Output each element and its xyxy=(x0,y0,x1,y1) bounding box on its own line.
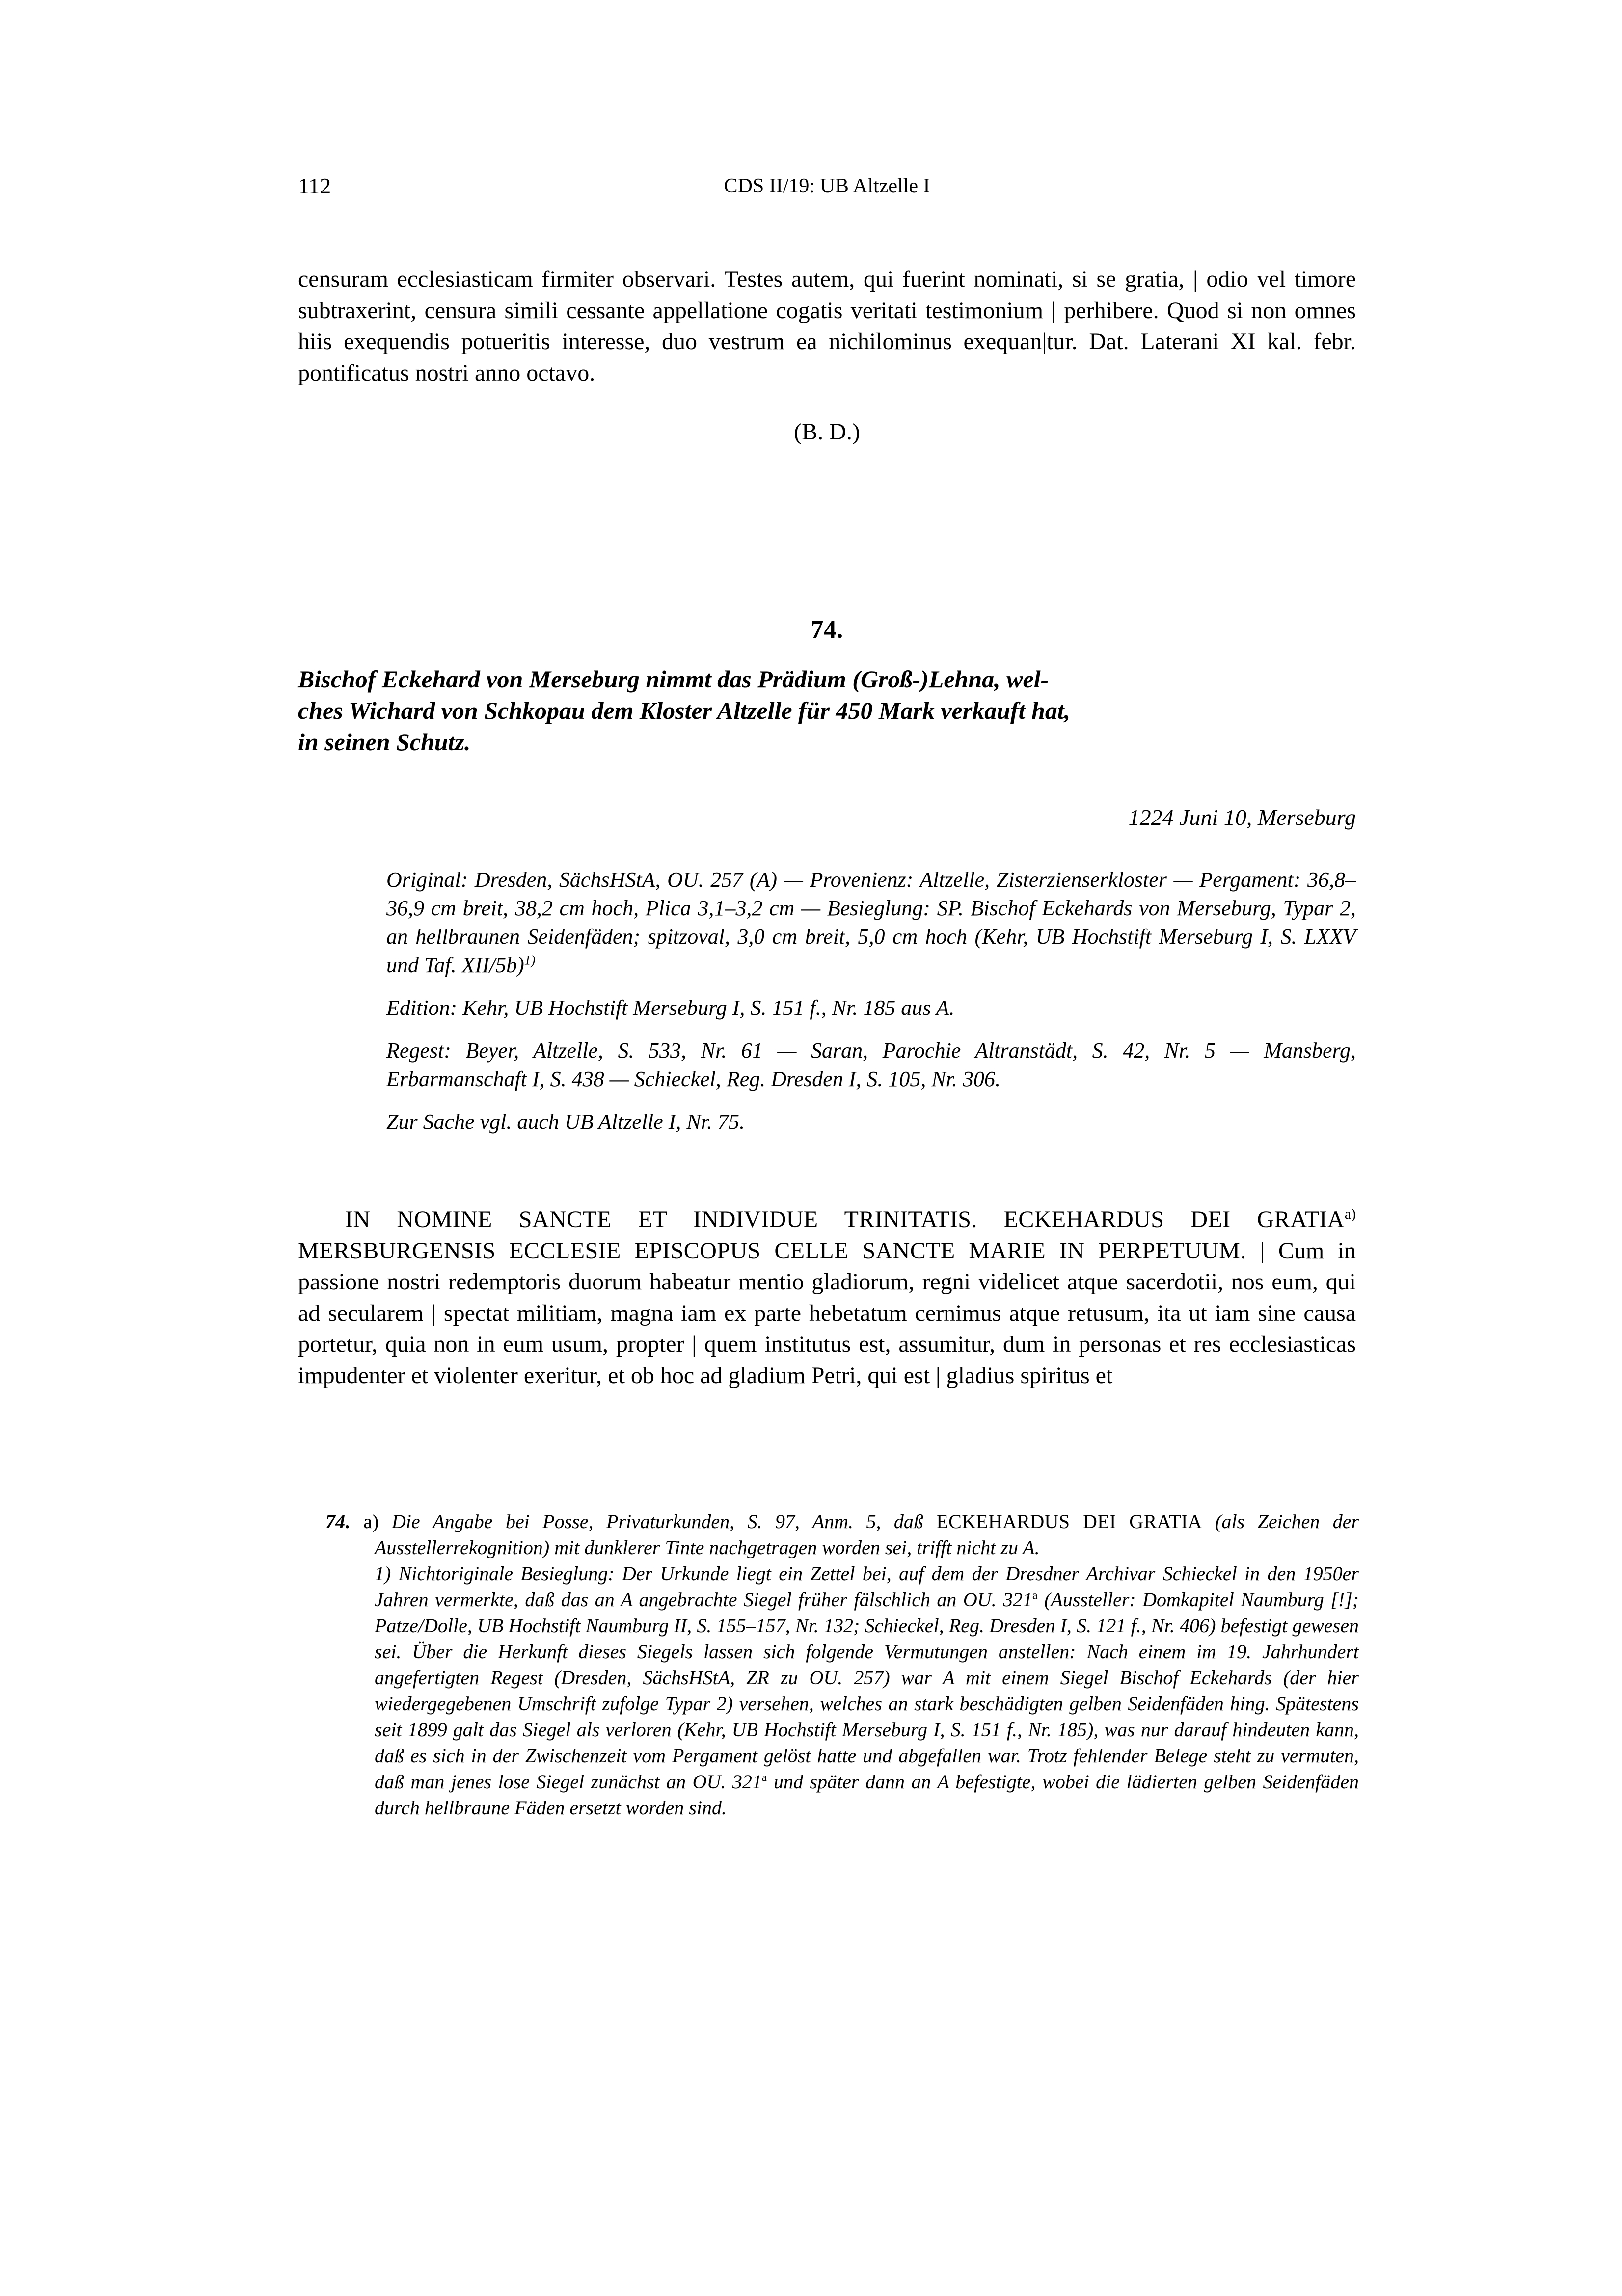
apparatus-cross-reference xyxy=(386,1108,1356,1136)
signature-text: (B. D.) xyxy=(794,419,860,445)
apparatus-regest xyxy=(386,1037,1356,1093)
footnote-1-superscript-b: a xyxy=(761,1771,767,1784)
edited-latin-body: Cum in passione nostri redemptoris duorum habeatur mentio gladiorum, regni videlicet atque sacerdotii, nos eum, qui ad secularem | spectat militiam, magna iam ex parte hebetatum cernimus atque retusum, ita ut iam sine causa portetur, quia non in eum usum, propter | quem institutus est, assumitur, dum in personas et res ecclesiasticas impudenter et violenter exeritur, et ob hoc ad gladium Petri, qui est | gladius spiritus et xyxy=(298,1237,1356,1389)
edited-latin-text xyxy=(298,1204,1356,1391)
footnote-block xyxy=(325,1508,1359,1821)
footnote-a-marker: a) xyxy=(363,1510,379,1532)
footnote-1-text-b: (Aussteller: Domkapitel Naumburg [!]; Patze/Dolle, UB Hochstift Naumburg II, S. 155–157, Nr. 132; Schieckel, Reg. Dresden I, S. 121 f., Nr. 406) befestigt gewesen sei. Über die Herkunft dieses Siegels lassen sich folgende Vermutungen anstellen: Nach einem im 19. Jahrhundert angefertigten Regest (Dresden, SächsHStA, ZR zu OU. 257) war A mit einem Siegel Bischof Eckehards (der hier wiedergegebenen Umschrift zufolge Typar 2) versehen, welches an stark beschädigten gelben Seidenfäden hing. Spätestens seit 1899 galt das Siegel als verloren (Kehr, UB Hochstift Merseburg I, S. 151 f., Nr. 185), was nur darauf hindeuten kann, daß es sich in der Zwischenzeit vom Pergament gelöst hatte und abgefallen war. Trotz fehlender Belege steht zu vermuten, daß man jenes lose Siegel zunächst an OU. 321 xyxy=(375,1588,1359,1793)
page-number: 112 xyxy=(298,173,331,198)
footnote-a-part2: (als Zeichen der Ausstellerrekognition) mit dunklerer Tinte nachgetragen worden sei, trifft nicht zu A. xyxy=(375,1510,1359,1558)
apparatus-original-text: Original: Dresden, SächsHStA, OU. 257 (A) — Provenienz: Altzelle, Zisterzienserkloster — Pergament: 36,8–36,9 cm breit, 38,2 cm hoch, Plica 3,1–3,2 cm — Besieglung: SP. Bischof Eckehards von Merseburg, Typar 2, an hellbraunen Seidenfäden; spitzoval, 3,0 cm breit, 5,0 cm hoch (Kehr, UB Hochstift Merseburg I, S. LXXV und Taf. XII/5b) xyxy=(386,868,1356,977)
footnote-1-text-a: Nichtoriginale Besieglung: Der Urkunde liegt ein Zettel bei, auf dem der Dresdner Archivar Schieckel in den 1950er Jahren vermerkte, daß das an A angebrachte Siegel früher fälschlich an OU. 321 xyxy=(375,1562,1359,1611)
footnote-a-part1: Die Angabe bei Posse, Privaturkunden, S. 97, Anm. 5, daß xyxy=(391,1510,923,1532)
running-head xyxy=(298,173,1356,199)
edited-latin-paragraph xyxy=(298,1204,1356,1391)
running-head-title: CDS II/19: UB Altzelle I xyxy=(724,175,930,197)
footnote-1-marker: 1) xyxy=(375,1562,391,1585)
footnote-a xyxy=(325,1508,1359,1560)
apparatus-cross-reference-text: Zur Sache vgl. auch UB Altzelle I, Nr. 75. xyxy=(386,1110,745,1134)
apparatus-original xyxy=(386,866,1356,980)
continued-paragraph xyxy=(298,264,1356,388)
footnote-1-superscript-a: a xyxy=(1032,1589,1038,1602)
protocol-smallcaps-opening: IN NOMINE SANCTE ET INDIVIDUE TRINITATIS. ECKEHARDUS DEI GRATIA xyxy=(345,1206,1345,1232)
charter-headline xyxy=(298,663,1356,758)
charter-headline-line-3: in seinen Schutz. xyxy=(298,728,471,756)
charter-date-line: 1224 Juni 10, Merseburg xyxy=(1128,805,1356,830)
apparatus-regest-text: Regest: Beyer, Altzelle, S. 533, Nr. 61 — Saran, Parochie Altranstädt, S. 42, Nr. 5 — Mansberg, Erbarmanschaft I, S. 438 — Schieckel, Reg. Dresden I, S. 105, Nr. 306. xyxy=(386,1039,1356,1091)
protocol-footnote-marker: a) xyxy=(1344,1206,1356,1222)
continued-paragraph-text: censuram ecclesiasticam firmiter observari. Testes autem, qui fuerint nominati, si se gratia, | odio vel timore subtraxerint, censura simili cessante appellatione cogatis veritati testimonium | perhibere. Quod si non omnes hiis exequendis potueritis interesse, duo vestrum ea nichilominus exequan|tur. Dat. Laterani XI kal. febr. pontificatus nostri anno octavo. xyxy=(298,266,1356,386)
apparatus-edition-text: Edition: Kehr, UB Hochstift Merseburg I, S. 151 f., Nr. 185 aus A. xyxy=(386,996,955,1020)
charter-number: 74. xyxy=(811,616,843,644)
apparatus-original-footnote-marker: 1) xyxy=(524,953,536,968)
footnote-charter-number: 74. xyxy=(325,1510,351,1532)
charter-headline-line-2: ches Wichard von Schkopau dem Kloster Altzelle für 450 Mark verkauft hat, xyxy=(298,697,1071,724)
apparatus-block xyxy=(386,866,1356,1136)
apparatus-edition xyxy=(386,994,1356,1022)
charter-headline-line-1: Bischof Eckehard von Merseburg nimmt das Prädium (Groß-)Lehna, wel- xyxy=(298,665,1049,693)
footnote-1-text-c: und später dann an A befestigte, wobei die lädierten gelben Seidenfäden durch hellbraune Fäden ersetzt worden sind. xyxy=(375,1771,1359,1819)
protocol-smallcaps-continuation: MERSBURGENSIS ECCLESIE EPISCOPUS CELLE SANCTE MARIE IN PERPETUUM. | xyxy=(298,1237,1265,1264)
footnote-1 xyxy=(325,1560,1359,1821)
continued-signature xyxy=(298,416,1356,448)
footnote-a-smallcaps: ECKEHARDUS DEI GRATIA xyxy=(936,1510,1202,1532)
